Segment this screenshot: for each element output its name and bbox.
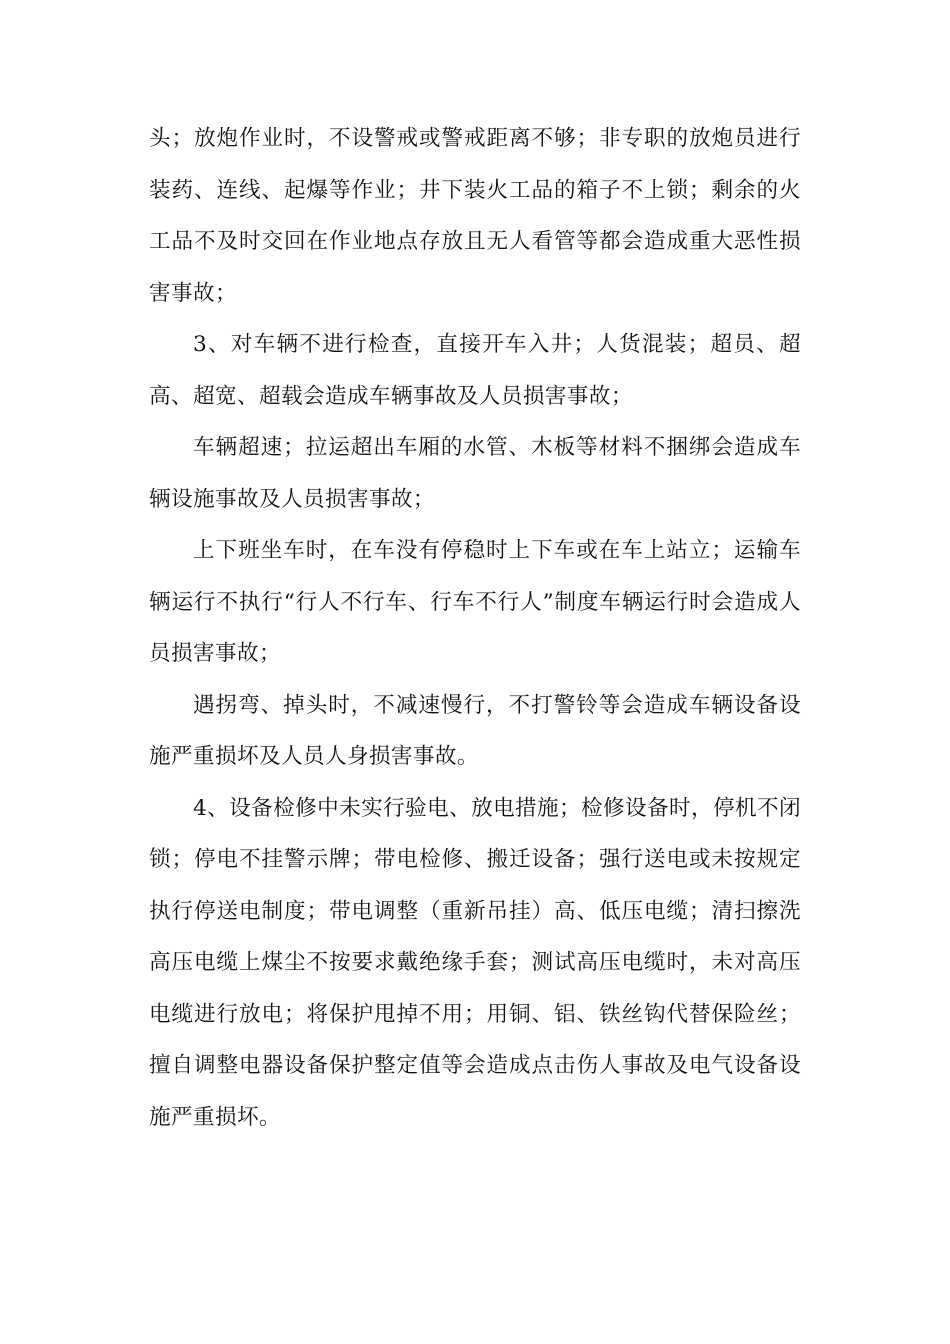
paragraph-commute-riding: 上下班坐车时，在车没有停稳时上下车或在车上站立；运输车辆运行不执行“行人不行车、行车不行人”制度车辆运行时会造成人员损害事故； — [149, 538, 801, 666]
document-page — [149, 113, 801, 1143]
paragraph-blasting-hazards: 头；放炮作业时，不设警戒或警戒距离不够；非专职的放炮员进行装药、连线、起爆等作业；井下装火工品的箱子不上锁；剩余的火工品不及时交回在作业地点存放且无人看管等都会造成重大恶性损害事故； — [149, 126, 801, 306]
paragraph-vehicle-speeding: 车辆超速；拉运超出车厢的水管、木板等材料不捆绑会造成车辆设施事故及人员损害事故； — [149, 435, 801, 512]
paragraph-electrical-maintenance: 4、设备检修中未实行验电、放电措施；检修设备时，停机不闭锁；停电不挂警示牌；带电检修、搬迁设备；强行送电或未按规定执行停送电制度；带电调整（重新吊挂）高、低压电缆；清扫擦洗高压电缆上煤尘不按要求戴绝缘手套；测试高压电缆时，未对高压电缆进行放电；将保护甩掉不用；用铜、铝、铁丝钩代替保险丝；擅自调整电器设备保护整定值等会造成点击伤人事故及电气设备设施严重损坏。 — [149, 795, 801, 1130]
paragraph-turning-vehicles: 遇拐弯、掉头时，不减速慢行，不打警铃等会造成车辆设备设施严重损坏及人员人身损害事故。 — [149, 692, 801, 769]
paragraph-vehicle-inspection: 3、对车辆不进行检查，直接开车入井；人货混装；超员、超高、超宽、超载会造成车辆事故及人员损害事故； — [149, 332, 801, 409]
